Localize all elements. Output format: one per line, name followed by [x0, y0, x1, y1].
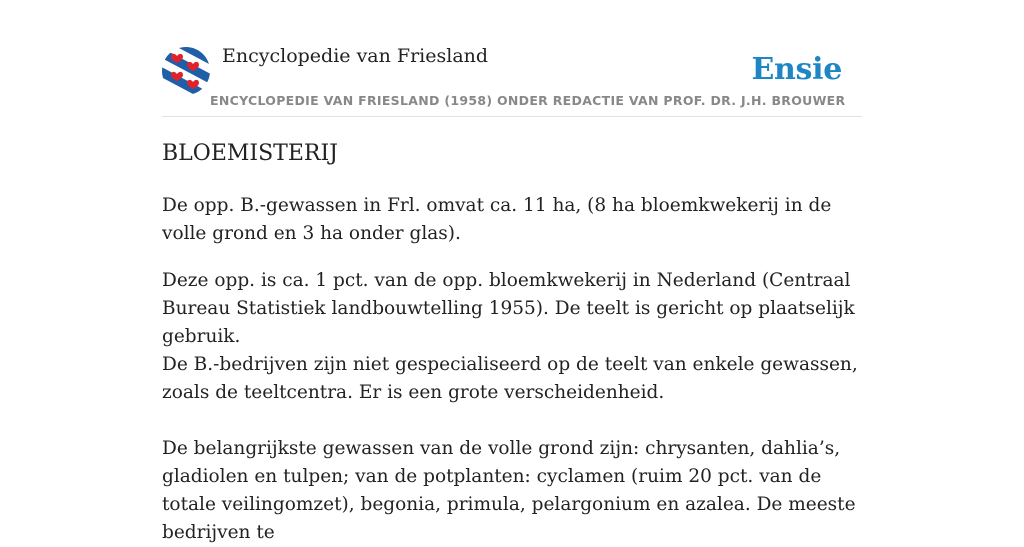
ensie-logo-link[interactable]: Ensie	[751, 52, 842, 87]
article-paragraph: De belangrijkste gewassen van de volle grond zijn: chrysanten, dahlia’s, gladiolen en tulpen; van de potplanten: cyclamen (ruim 20 pct. van de totale veilingomzet), begonia, primula, pelargonium en azalea. De meeste bedrijven te	[162, 438, 856, 543]
article-paragraph: De opp. B.-gewassen in Frl. omvat ca. 11 ha, (8 ha bloemkwekerij in de volle grond en 3 ha onder glas).	[162, 195, 832, 244]
page-container	[162, 0, 862, 543]
site-header	[162, 0, 862, 117]
source-subtitle: ENCYCLOPEDIE VAN FRIESLAND (1958) ONDER REDACTIE VAN PROF. DR. J.H. BROUWER	[210, 93, 846, 108]
article-title: BLOEMISTERIJ	[162, 141, 338, 166]
site-title[interactable]: Encyclopedie van Friesland	[222, 45, 489, 67]
frisian-flag-icon[interactable]	[162, 47, 210, 95]
article-paragraph: Deze opp. is ca. 1 pct. van de opp. bloemkwekerij in Nederland (Centraal Bureau Statistiek landbouwtelling 1955). De teelt is gericht op plaatselijk gebruik.	[162, 270, 855, 347]
article-paragraph: De B.-bedrijven zijn niet gespecialiseerd op de teelt van enkele gewassen, zoals de teeltcentra. Er is een grote verscheidenheid.	[162, 354, 858, 403]
